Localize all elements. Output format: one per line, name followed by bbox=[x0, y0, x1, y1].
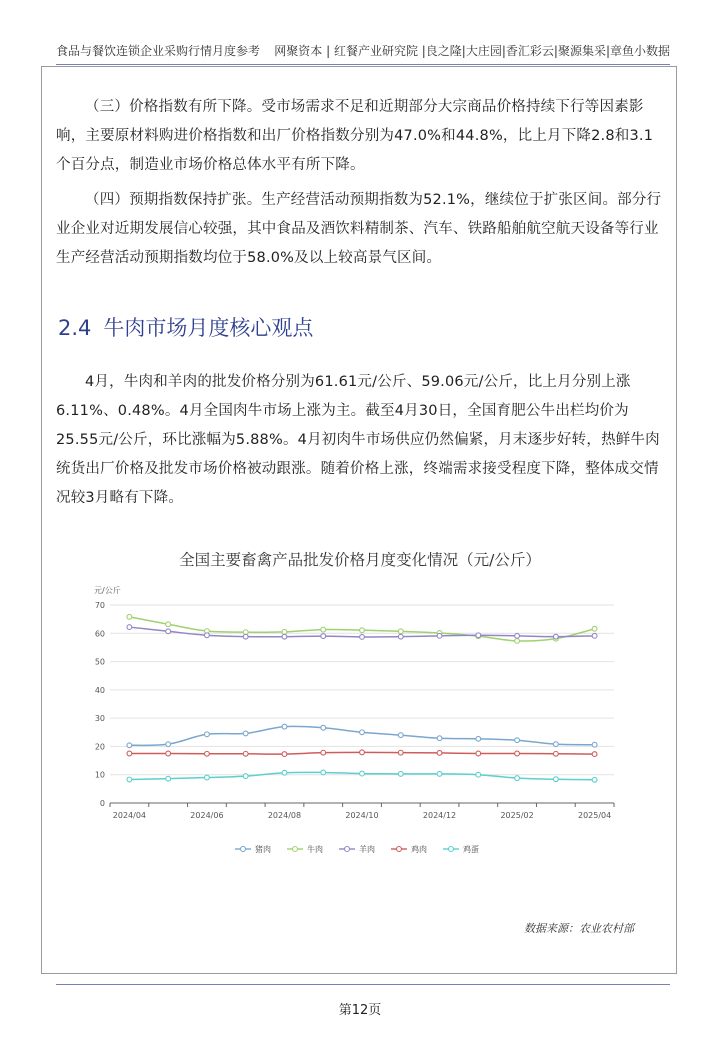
y-tick-label: 0 bbox=[99, 799, 105, 808]
data-point bbox=[437, 771, 442, 776]
y-tick-label: 40 bbox=[94, 685, 105, 695]
data-point bbox=[321, 627, 326, 632]
data-point bbox=[360, 750, 365, 755]
paragraph-beef-market bbox=[56, 368, 666, 513]
y-tick-label: 70 bbox=[94, 601, 105, 610]
data-point bbox=[360, 730, 365, 735]
legend-marker bbox=[345, 847, 350, 852]
data-point bbox=[127, 614, 132, 619]
data-point bbox=[166, 776, 171, 781]
legend-item bbox=[339, 844, 375, 854]
header-divider bbox=[56, 64, 670, 65]
data-point bbox=[437, 736, 442, 741]
data-point bbox=[515, 776, 520, 781]
x-tick-label: 2024/10 bbox=[345, 811, 379, 820]
paragraph-text: （四）预期指数保持扩张。生产经营活动预期指数为52.1%，继续位于扩张区间。部分行业企业对近期发展信心较强，其中食品及酒饮料精制茶、汽车、铁路船舶航空航天设备等行业生产经营活动预期指数均位于58.0%及以上较高景气区间。 bbox=[56, 192, 662, 266]
x-tick-label: 2024/06 bbox=[190, 811, 224, 820]
footer-divider bbox=[56, 984, 670, 985]
data-point bbox=[166, 751, 171, 756]
price-line-chart bbox=[80, 575, 640, 875]
data-point bbox=[437, 751, 442, 756]
data-point bbox=[592, 633, 597, 638]
series-line-猪肉 bbox=[129, 726, 594, 745]
data-point bbox=[592, 752, 597, 757]
x-tick-label: 2025/02 bbox=[500, 811, 534, 820]
paragraph-text: 4月，牛肉和羊肉的批发价格分别为61.61元/公斤、59.06元/公斤，比上月分别上涨6.11%、0.48%。4月全国肉牛市场上涨为主。截至4月30日，全国育肥公牛出栏均价为25.55元/公斤，环比涨幅为5.88%。4月初肉牛市场供应仍然偏紧，月末逐步好转，热鲜牛肉统货出厂价格及批发市场价格被动跟涨。随着价格上涨，终端需求接受程度下降，整体成交情况较3月略有下降。 bbox=[56, 374, 660, 506]
chart-title: 全国主要畜禽产品批发价格月度变化情况（元/公斤） bbox=[179, 551, 541, 569]
legend-item bbox=[391, 844, 427, 854]
data-point bbox=[515, 738, 520, 743]
data-point bbox=[553, 634, 558, 639]
data-point bbox=[127, 777, 132, 782]
data-point bbox=[515, 633, 520, 638]
data-point bbox=[243, 731, 248, 736]
data-point bbox=[282, 634, 287, 639]
y-tick-label: 60 bbox=[94, 629, 105, 639]
paragraph-expectation-index bbox=[56, 186, 666, 273]
data-point bbox=[205, 633, 210, 638]
x-tick-label: 2025/04 bbox=[577, 811, 612, 820]
paragraph-text: （三）价格指数有所下降。受市场需求不足和近期部分大宗商品价格持续下行等因素影响，主要原材料购进价格指数和出厂价格指数分别为47.0%和44.8%，比上月下降2.8和3.1个百分点，制造业市场价格总体水平有所下降。 bbox=[56, 99, 654, 173]
data-point bbox=[476, 736, 481, 741]
data-point bbox=[166, 742, 171, 747]
data-point bbox=[127, 625, 132, 630]
x-tick-label: 2024/04 bbox=[112, 811, 147, 820]
data-point bbox=[553, 751, 558, 756]
section-title: 牛肉市场月度核心观点 bbox=[103, 316, 314, 340]
data-point bbox=[243, 634, 248, 639]
legend-label: 鸡蛋 bbox=[463, 845, 479, 854]
data-point bbox=[282, 770, 287, 775]
legend-label: 牛肉 bbox=[307, 845, 323, 854]
y-tick-label: 20 bbox=[94, 742, 105, 752]
legend-marker bbox=[449, 847, 454, 852]
legend-item bbox=[287, 844, 323, 854]
data-point bbox=[398, 733, 403, 738]
data-point bbox=[360, 635, 365, 640]
page-number: 第12页 bbox=[338, 1003, 382, 1018]
data-point bbox=[243, 751, 248, 756]
data-point bbox=[321, 725, 326, 730]
data-point bbox=[321, 770, 326, 775]
y-tick-label: 50 bbox=[94, 657, 105, 667]
y-tick-label: 30 bbox=[94, 714, 105, 724]
header-right-sponsors: 网聚资本 | 红餐产业研究院 |良之隆|大庄园|香汇彩云|聚源集采|章鱼小数据 bbox=[274, 44, 670, 58]
data-point bbox=[127, 751, 132, 756]
data-point bbox=[592, 626, 597, 631]
data-point bbox=[166, 629, 171, 634]
data-point bbox=[476, 772, 481, 777]
data-point bbox=[282, 629, 287, 634]
y-axis-label: 元/公斤 bbox=[94, 586, 121, 595]
data-point bbox=[127, 743, 132, 748]
legend-label: 鸡肉 bbox=[411, 845, 427, 854]
data-point bbox=[553, 742, 558, 747]
data-point bbox=[243, 774, 248, 779]
data-point bbox=[592, 742, 597, 747]
data-point bbox=[360, 628, 365, 633]
header-left-title: 食品与餐饮连锁企业采购行情月度参考 bbox=[56, 44, 261, 58]
data-point bbox=[553, 777, 558, 782]
data-point bbox=[515, 639, 520, 644]
data-point bbox=[398, 750, 403, 755]
data-point bbox=[282, 752, 287, 757]
data-point bbox=[282, 724, 287, 729]
y-tick-label: 10 bbox=[94, 770, 105, 780]
data-point bbox=[321, 634, 326, 639]
x-tick-label: 2024/08 bbox=[267, 811, 302, 820]
legend-marker bbox=[293, 847, 298, 852]
x-tick-label: 2024/12 bbox=[422, 811, 457, 820]
legend-item bbox=[235, 844, 271, 854]
data-point bbox=[321, 750, 326, 755]
legend-label: 羊肉 bbox=[359, 845, 375, 854]
legend-marker bbox=[241, 847, 246, 852]
data-point bbox=[398, 771, 403, 776]
data-point bbox=[592, 777, 597, 782]
data-point bbox=[205, 751, 210, 756]
section-number: 2.4 bbox=[58, 316, 92, 340]
data-point bbox=[398, 634, 403, 639]
legend-label: 猪肉 bbox=[255, 845, 271, 854]
data-point bbox=[515, 751, 520, 756]
data-point bbox=[476, 633, 481, 638]
data-point bbox=[166, 622, 171, 627]
data-point bbox=[437, 633, 442, 638]
data-point bbox=[476, 751, 481, 756]
data-point bbox=[398, 629, 403, 634]
section-heading bbox=[58, 312, 313, 342]
data-point bbox=[205, 775, 210, 780]
data-point bbox=[205, 732, 210, 737]
legend-item bbox=[443, 844, 479, 854]
paragraph-price-index bbox=[56, 93, 666, 180]
data-point bbox=[360, 771, 365, 776]
legend-marker bbox=[397, 847, 402, 852]
data-source: 数据来源：农业农村部 bbox=[524, 922, 634, 935]
